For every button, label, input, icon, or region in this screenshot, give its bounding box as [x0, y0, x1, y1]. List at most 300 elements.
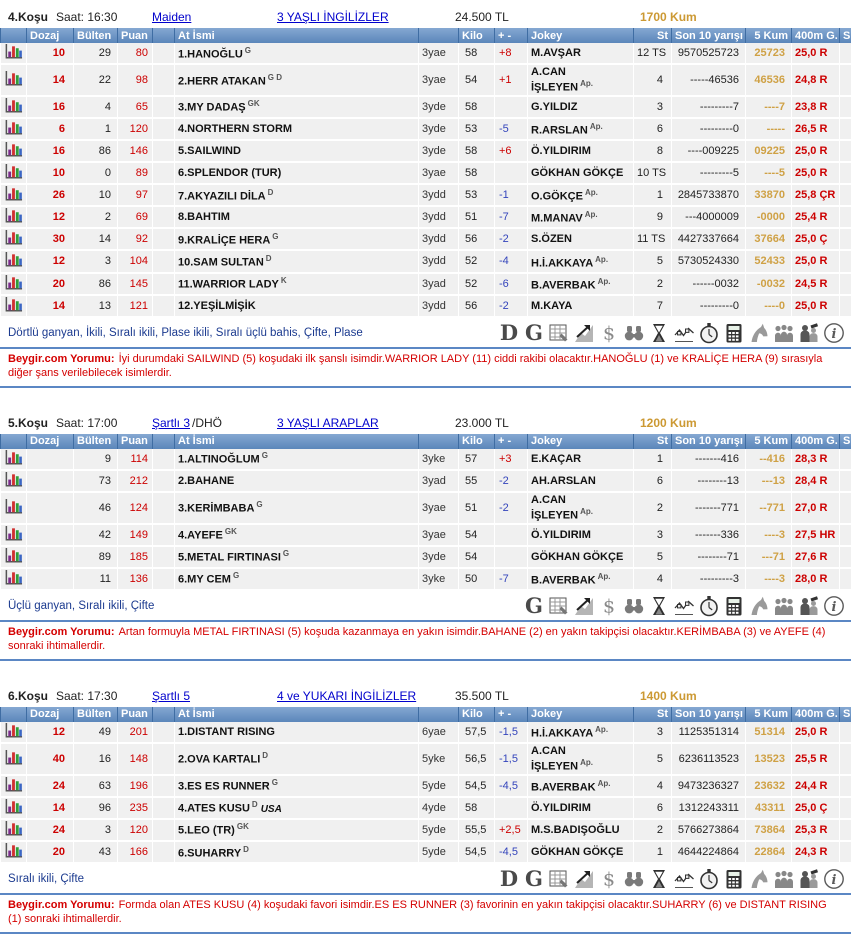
race-condition-link[interactable]: Şartlı 5 [152, 689, 190, 703]
last5-sand: 37664 [746, 228, 792, 250]
jockey-name[interactable]: B.AVERBAK [531, 575, 596, 587]
calculator-icon[interactable] [723, 322, 745, 344]
horse-name-sup: D [243, 845, 249, 854]
horse-head-icon[interactable] [748, 322, 770, 344]
race-header [0, 687, 851, 707]
last5-sand: 22864 [746, 841, 792, 863]
horse-name[interactable]: 1.HANOĞLU [178, 48, 243, 60]
jockey-cell [528, 250, 634, 272]
column-header-Puan: Puan [118, 28, 153, 43]
ganyan-d-icon[interactable] [498, 868, 520, 890]
chart-arrow-icon[interactable] [573, 868, 595, 890]
bar-chart-icon[interactable] [4, 842, 23, 859]
horse-name-sup: G [283, 549, 289, 558]
horse-name[interactable]: 11.WARRIOR LADY [178, 279, 279, 291]
puan-value: 80 [118, 43, 153, 64]
column-header-At İsmi: At İsmi [175, 707, 419, 722]
jockey-cell [528, 841, 634, 863]
column-header-Son 10 yarışı: Son 10 yarışı [672, 28, 746, 43]
kilo-value: 54 [459, 64, 495, 96]
last5-sand: ----0 [746, 295, 792, 317]
jockey-name[interactable]: B.AVERBAK [531, 279, 596, 291]
horse-name[interactable]: 2.HERR ATAKAN [178, 75, 266, 87]
kilo-value: 53 [459, 184, 495, 206]
table-row [1, 184, 851, 206]
hourglass-icon[interactable] [648, 868, 670, 890]
table-row [1, 43, 851, 64]
spreadsheet-icon[interactable] [548, 868, 570, 890]
bar-chart-icon[interactable] [4, 119, 23, 136]
kilo-diff: +2,5 [495, 819, 528, 841]
jockey-name[interactable]: M.MANAV [531, 213, 583, 225]
jockey-cell [528, 797, 634, 819]
race-footer [0, 865, 851, 895]
age-code: 3yae [419, 524, 459, 546]
time-400m: 24,4 R [792, 775, 840, 797]
last5-sand: -0000 [746, 206, 792, 228]
apprentice-mark: Ap. [598, 779, 611, 788]
bar-chart-icon[interactable] [4, 97, 23, 114]
spreadsheet-icon[interactable] [548, 322, 570, 344]
puan-value: 104 [118, 250, 153, 272]
column-header-Son 10 yarışı: Son 10 yarışı [672, 434, 746, 449]
horse-name[interactable]: 10.SAM SULTAN [178, 257, 264, 269]
bulten-value: 2 [74, 206, 118, 228]
age-code: 4yde [419, 797, 459, 819]
time-400m: 24,3 R [792, 841, 840, 863]
table-row [1, 568, 851, 590]
bulten-value: 73 [74, 470, 118, 492]
jockey-name[interactable]: Ö.YILDIRIM [531, 802, 591, 814]
table-row [1, 841, 851, 863]
binoculars-icon[interactable] [623, 322, 645, 344]
crowd-icon[interactable] [798, 322, 820, 344]
dozaj-value: 12 [27, 206, 74, 228]
horse-name-cell [175, 184, 419, 206]
bar-chart-icon[interactable] [4, 547, 23, 564]
horse-name[interactable]: 3.MY DADAŞ [178, 102, 246, 114]
dollar-icon[interactable] [598, 322, 620, 344]
dozaj-value: 6 [27, 118, 74, 140]
time-400m: 25,0 R [792, 162, 840, 184]
jockey-cell [528, 568, 634, 590]
column-header-Puan: Puan [118, 434, 153, 449]
bar-chart-icon[interactable] [4, 274, 23, 291]
jockey-name[interactable]: B.AVERBAK [531, 781, 596, 793]
bar-chart-icon[interactable] [4, 449, 23, 466]
start-box: 3 [634, 722, 672, 743]
last10-results: ----009225 [672, 140, 746, 162]
kilo-value: 56,5 [459, 743, 495, 775]
table-row [1, 140, 851, 162]
calculator-icon[interactable] [723, 595, 745, 617]
horse-name-sup: G D [268, 73, 282, 82]
jockey-name[interactable]: A.CAN [531, 66, 566, 78]
horse-name[interactable]: 8.BAHTIM [178, 211, 230, 223]
horse-name-cell [175, 819, 419, 841]
jockey-cell [528, 43, 634, 64]
horse-name-sup: G [256, 500, 262, 509]
apprentice-mark: Ap. [580, 79, 593, 88]
kilo-value: 54,5 [459, 841, 495, 863]
column-header-Bülten: Bülten [74, 707, 118, 722]
kilo-diff: +1 [495, 64, 528, 96]
last10-results: ---------0 [672, 295, 746, 317]
race-category-link[interactable]: 3 YAŞLI ARAPLAR [277, 416, 379, 430]
jockey-name[interactable]: R.ARSLAN [531, 125, 588, 137]
column-header-S: S [840, 434, 851, 449]
race-condition-suffix: /DHÖ [192, 416, 222, 430]
bar-chart-icon[interactable] [4, 43, 23, 60]
race-time: Saat: 16:30 [56, 10, 117, 24]
last10-results: -------771 [672, 492, 746, 524]
jockey-name[interactable]: AH.ARSLAN [531, 475, 596, 487]
start-box: 6 [634, 797, 672, 819]
ganyan-g-icon[interactable] [523, 322, 545, 344]
column-header-S: S [840, 28, 851, 43]
info-icon[interactable] [823, 322, 845, 344]
puan-value: 149 [118, 524, 153, 546]
bar-chart-icon[interactable] [4, 722, 23, 739]
last10-results: 4427337664 [672, 228, 746, 250]
jockey-cell [528, 295, 634, 317]
race-footer [0, 592, 851, 622]
column-header-St: St [634, 707, 672, 722]
age-code: 3yad [419, 273, 459, 295]
puan-value: 121 [118, 295, 153, 317]
horse-name-cell [175, 273, 419, 295]
horse-name[interactable]: 6.MY CEM [178, 574, 231, 586]
jockey-name[interactable]: E.KAÇAR [531, 453, 581, 465]
bar-chart-icon[interactable] [4, 185, 23, 202]
line-chart-icon[interactable] [673, 595, 695, 617]
horses-table [0, 28, 851, 318]
horse-name[interactable]: 5.SAILWIND [178, 145, 241, 157]
ganyan-g-icon[interactable] [523, 868, 545, 890]
race-condition-link[interactable]: Maiden [152, 10, 191, 24]
bet-types-text: Sıralı ikili, Çifte [8, 873, 84, 885]
dozaj-value: 30 [27, 228, 74, 250]
horse-name[interactable]: 3.ES ES RUNNER [178, 781, 270, 793]
column-header-St: St [634, 434, 672, 449]
bar-chart-icon[interactable] [4, 141, 23, 158]
chart-arrow-icon[interactable] [573, 595, 595, 617]
puan-value: 136 [118, 568, 153, 590]
last10-results: --------71 [672, 546, 746, 568]
jockey-name[interactable]: A.CAN [531, 494, 566, 506]
last5-sand: ----5 [746, 162, 792, 184]
horse-name[interactable]: 5.LEO (TR) [178, 825, 235, 837]
ganyan-d-icon[interactable] [498, 322, 520, 344]
kilo-value: 55,5 [459, 819, 495, 841]
icon-toolbar [498, 322, 845, 344]
column-header-5 Kum: 5 Kum [746, 28, 792, 43]
table-row [1, 743, 851, 775]
bulten-value: 1 [74, 118, 118, 140]
beygir-comment [0, 622, 851, 661]
start-box: 8 [634, 140, 672, 162]
race-condition-link[interactable]: Şartlı 3 [152, 416, 190, 430]
stopwatch-icon[interactable] [698, 322, 720, 344]
race-header [0, 8, 851, 28]
comment-text: Artan formuyla METAL FIRTINASI (5) koşuda kazanmaya en yakın isimdir.BAHANE (2) en yakın takipçisi olacaktır.KERİMBABA (3) ve AYEFE (4) sonraki ihtimallerdir. [8, 626, 825, 652]
bar-chart-icon[interactable] [4, 229, 23, 246]
puan-value: 89 [118, 162, 153, 184]
svg-text:$: $ [603, 595, 615, 617]
horse-name-sup: G [245, 46, 251, 55]
last5-sand: 46536 [746, 64, 792, 96]
stopwatch-icon[interactable] [698, 868, 720, 890]
comment-label: Beygir.com Yorumu: [8, 899, 115, 911]
age-code: 3yke [419, 568, 459, 590]
column-header-5 Kum: 5 Kum [746, 434, 792, 449]
jockey-cell [528, 470, 634, 492]
column-header-blank [1, 434, 27, 449]
horse-name[interactable]: 1.DISTANT RISING [178, 726, 275, 738]
bar-chart-icon[interactable] [4, 70, 23, 87]
jockey-cell [528, 118, 634, 140]
column-header-blank [419, 707, 459, 722]
binoculars-icon[interactable] [623, 595, 645, 617]
kilo-diff: -2 [495, 228, 528, 250]
last5-sand: 52433 [746, 250, 792, 272]
line-chart-icon[interactable] [673, 322, 695, 344]
bulten-value: 96 [74, 797, 118, 819]
horse-name[interactable]: 2.OVA KARTALI [178, 754, 260, 766]
horse-name-sup: D [266, 254, 272, 263]
start-box: 12 TS [634, 43, 672, 64]
jockey-name[interactable]: S.ÖZEN [531, 233, 572, 245]
people-icon[interactable] [773, 595, 795, 617]
kilo-diff: -4,5 [495, 775, 528, 797]
table-row [1, 449, 851, 470]
jockey-name[interactable]: O.GÖKÇE [531, 191, 583, 203]
age-code: 3ydd [419, 206, 459, 228]
race-category [277, 416, 379, 430]
bulten-value: 3 [74, 819, 118, 841]
horse-name[interactable]: 2.BAHANE [178, 475, 234, 487]
age-code: 5yde [419, 775, 459, 797]
jockey-name[interactable]: GÖKHAN GÖKÇE [531, 551, 623, 563]
table-row [1, 64, 851, 96]
bet-types-text: Üçlü ganyan, Sıralı ikili, Çifte [8, 600, 154, 612]
jockey-name-line2: İŞLEYEN [531, 510, 578, 522]
jockey-name-line2: İŞLEYEN [531, 82, 578, 94]
kilo-diff: -5 [495, 118, 528, 140]
dollar-icon[interactable] [598, 868, 620, 890]
kilo-diff: -7 [495, 568, 528, 590]
horse-head-icon[interactable] [748, 868, 770, 890]
line-chart-icon[interactable] [673, 868, 695, 890]
last10-results: 1125351314 [672, 722, 746, 743]
last10-results: ---------5 [672, 162, 746, 184]
jockey-name[interactable]: H.İ.AKKAYA [531, 257, 593, 269]
age-code: 3yad [419, 470, 459, 492]
horse-name[interactable]: 4.NORTHERN STORM [178, 123, 292, 135]
start-box: 6 [634, 118, 672, 140]
chart-arrow-icon[interactable] [573, 322, 595, 344]
dozaj-value: 40 [27, 743, 74, 775]
puan-value: 145 [118, 273, 153, 295]
time-400m: 25,0 Ç [792, 228, 840, 250]
bar-chart-icon[interactable] [4, 569, 23, 586]
time-400m: 28,3 R [792, 449, 840, 470]
table-row [1, 162, 851, 184]
last5-sand: 51314 [746, 722, 792, 743]
last5-sand: ----3 [746, 568, 792, 590]
hourglass-icon[interactable] [648, 595, 670, 617]
jockey-name[interactable]: A.CAN [531, 745, 566, 757]
kilo-value: 54,5 [459, 775, 495, 797]
race-distance: 1200 Kum [640, 416, 697, 430]
kilo-diff: -4,5 [495, 841, 528, 863]
column-header-blank [153, 434, 175, 449]
time-400m: 27,6 R [792, 546, 840, 568]
jockey-cell [528, 492, 634, 524]
time-400m: 25,5 R [792, 743, 840, 775]
kilo-value: 52 [459, 273, 495, 295]
puan-value: 98 [118, 64, 153, 96]
table-row [1, 96, 851, 118]
horse-name[interactable]: 7.AKYAZILI DİLA [178, 191, 266, 203]
horse-name[interactable]: 5.METAL FIRTINASI [178, 552, 281, 564]
puan-value: 201 [118, 722, 153, 743]
apprentice-mark: Ap. [595, 255, 608, 264]
kilo-value: 53 [459, 118, 495, 140]
svg-text:$: $ [603, 322, 615, 344]
start-box: 1 [634, 184, 672, 206]
jockey-cell [528, 524, 634, 546]
bar-chart-icon[interactable] [4, 471, 23, 488]
time-400m: 25,3 R [792, 819, 840, 841]
start-box: 11 TS [634, 228, 672, 250]
column-header-5 Kum: 5 Kum [746, 707, 792, 722]
comment-text: İyi durumdaki SAILWIND (5) koşudaki ilk şanslı isimdir.WARRIOR LADY (11) ciddi rakibi olacaktır.HANOĞLU (1) ve KRALİÇE HERA (9) sırasıyla diğer şans verilebilecek isimlerdir. [8, 353, 822, 379]
time-400m: 25,0 R [792, 140, 840, 162]
bar-chart-icon[interactable] [4, 163, 23, 180]
puan-value: 92 [118, 228, 153, 250]
last10-results: 9473236327 [672, 775, 746, 797]
kilo-value: 57,5 [459, 722, 495, 743]
kilo-value: 54 [459, 546, 495, 568]
last5-sand: 09225 [746, 140, 792, 162]
table-row [1, 819, 851, 841]
horse-name[interactable]: 6.SUHARRY [178, 847, 241, 859]
horse-name[interactable]: 4.ATES KUSU [178, 803, 250, 815]
bulten-value: 14 [74, 228, 118, 250]
puan-value: 196 [118, 775, 153, 797]
info-icon[interactable] [823, 868, 845, 890]
svg-text:$: $ [603, 868, 615, 890]
stopwatch-icon[interactable] [698, 595, 720, 617]
age-code: 3yae [419, 43, 459, 64]
race-prize: 24.500 TL [455, 10, 509, 24]
ganyan-g-icon[interactable] [523, 595, 545, 617]
age-code: 3ydd [419, 184, 459, 206]
column-header-St: St [634, 28, 672, 43]
race-header [0, 414, 851, 434]
kilo-value: 50 [459, 568, 495, 590]
dozaj-value: 16 [27, 96, 74, 118]
bar-chart-icon[interactable] [4, 820, 23, 837]
people-icon[interactable] [773, 322, 795, 344]
horse-name[interactable]: 3.KERİMBABA [178, 503, 254, 515]
dozaj-value: 14 [27, 295, 74, 317]
age-code: 3yde [419, 546, 459, 568]
bulten-value: 42 [74, 524, 118, 546]
jockey-name[interactable]: G.YILDIZ [531, 101, 577, 113]
bulten-value: 0 [74, 162, 118, 184]
dozaj-value: 26 [27, 184, 74, 206]
horse-name[interactable]: 4.AYEFE [178, 530, 223, 542]
jockey-name[interactable]: Ö.YILDIRIM [531, 529, 591, 541]
horse-name[interactable]: 1.ALTINOĞLUM [178, 454, 260, 466]
info-icon[interactable] [823, 595, 845, 617]
crowd-icon[interactable] [798, 868, 820, 890]
spreadsheet-icon[interactable] [548, 595, 570, 617]
svg-text:i: i [832, 327, 837, 342]
horse-name[interactable]: 6.SPLENDOR (TUR) [178, 167, 281, 179]
bar-chart-icon[interactable] [4, 798, 23, 815]
dozaj-value: 10 [27, 162, 74, 184]
race-category-link[interactable]: 3 YAŞLI İNGİLİZLER [277, 10, 389, 24]
jockey-name[interactable]: GÖKHAN GÖKÇE [531, 846, 623, 858]
horse-name[interactable]: 12.YEŞİLMİŞİK [178, 300, 256, 312]
kilo-diff: +8 [495, 43, 528, 64]
calculator-icon[interactable] [723, 868, 745, 890]
svg-text:i: i [832, 600, 837, 615]
bulten-value: 86 [74, 140, 118, 162]
start-box: 5 [634, 250, 672, 272]
hourglass-icon[interactable] [648, 322, 670, 344]
jockey-name[interactable]: GÖKHAN GÖKÇE [531, 167, 623, 179]
kilo-diff: -2 [495, 295, 528, 317]
race-condition [152, 416, 222, 430]
jockey-name[interactable]: Ö.YILDIRIM [531, 145, 591, 157]
column-header-Dozaj: Dozaj [27, 28, 74, 43]
column-header-blank [419, 28, 459, 43]
race-category-link[interactable]: 4 ve YUKARI İNGİLİZLER [277, 689, 416, 703]
horse-name-sup: G [272, 232, 278, 241]
column-header-Dozaj: Dozaj [27, 707, 74, 722]
kilo-value: 56 [459, 228, 495, 250]
dollar-icon[interactable] [598, 595, 620, 617]
jockey-name[interactable]: M.S.BADIŞOĞLU [531, 824, 620, 836]
bar-chart-icon[interactable] [4, 498, 23, 515]
kilo-diff: -7 [495, 206, 528, 228]
people-icon[interactable] [773, 868, 795, 890]
kilo-value: 51 [459, 492, 495, 524]
bar-chart-icon[interactable] [4, 251, 23, 268]
horse-head-icon[interactable] [748, 595, 770, 617]
bar-chart-icon[interactable] [4, 296, 23, 313]
crowd-icon[interactable] [798, 595, 820, 617]
bar-chart-icon[interactable] [4, 207, 23, 224]
jockey-name[interactable]: M.KAYA [531, 300, 572, 312]
horse-name[interactable]: 9.KRALİÇE HERA [178, 235, 270, 247]
race-time: Saat: 17:30 [56, 689, 117, 703]
table-row [1, 273, 851, 295]
bulten-value: 11 [74, 568, 118, 590]
bar-chart-icon[interactable] [4, 525, 23, 542]
jockey-name[interactable]: H.İ.AKKAYA [531, 728, 593, 740]
binoculars-icon[interactable] [623, 868, 645, 890]
svg-text:G: G [525, 322, 543, 344]
bar-chart-icon[interactable] [4, 776, 23, 793]
jockey-name[interactable]: M.AVŞAR [531, 47, 581, 59]
bar-chart-icon[interactable] [4, 749, 23, 766]
apprentice-mark: Ap. [598, 572, 611, 581]
